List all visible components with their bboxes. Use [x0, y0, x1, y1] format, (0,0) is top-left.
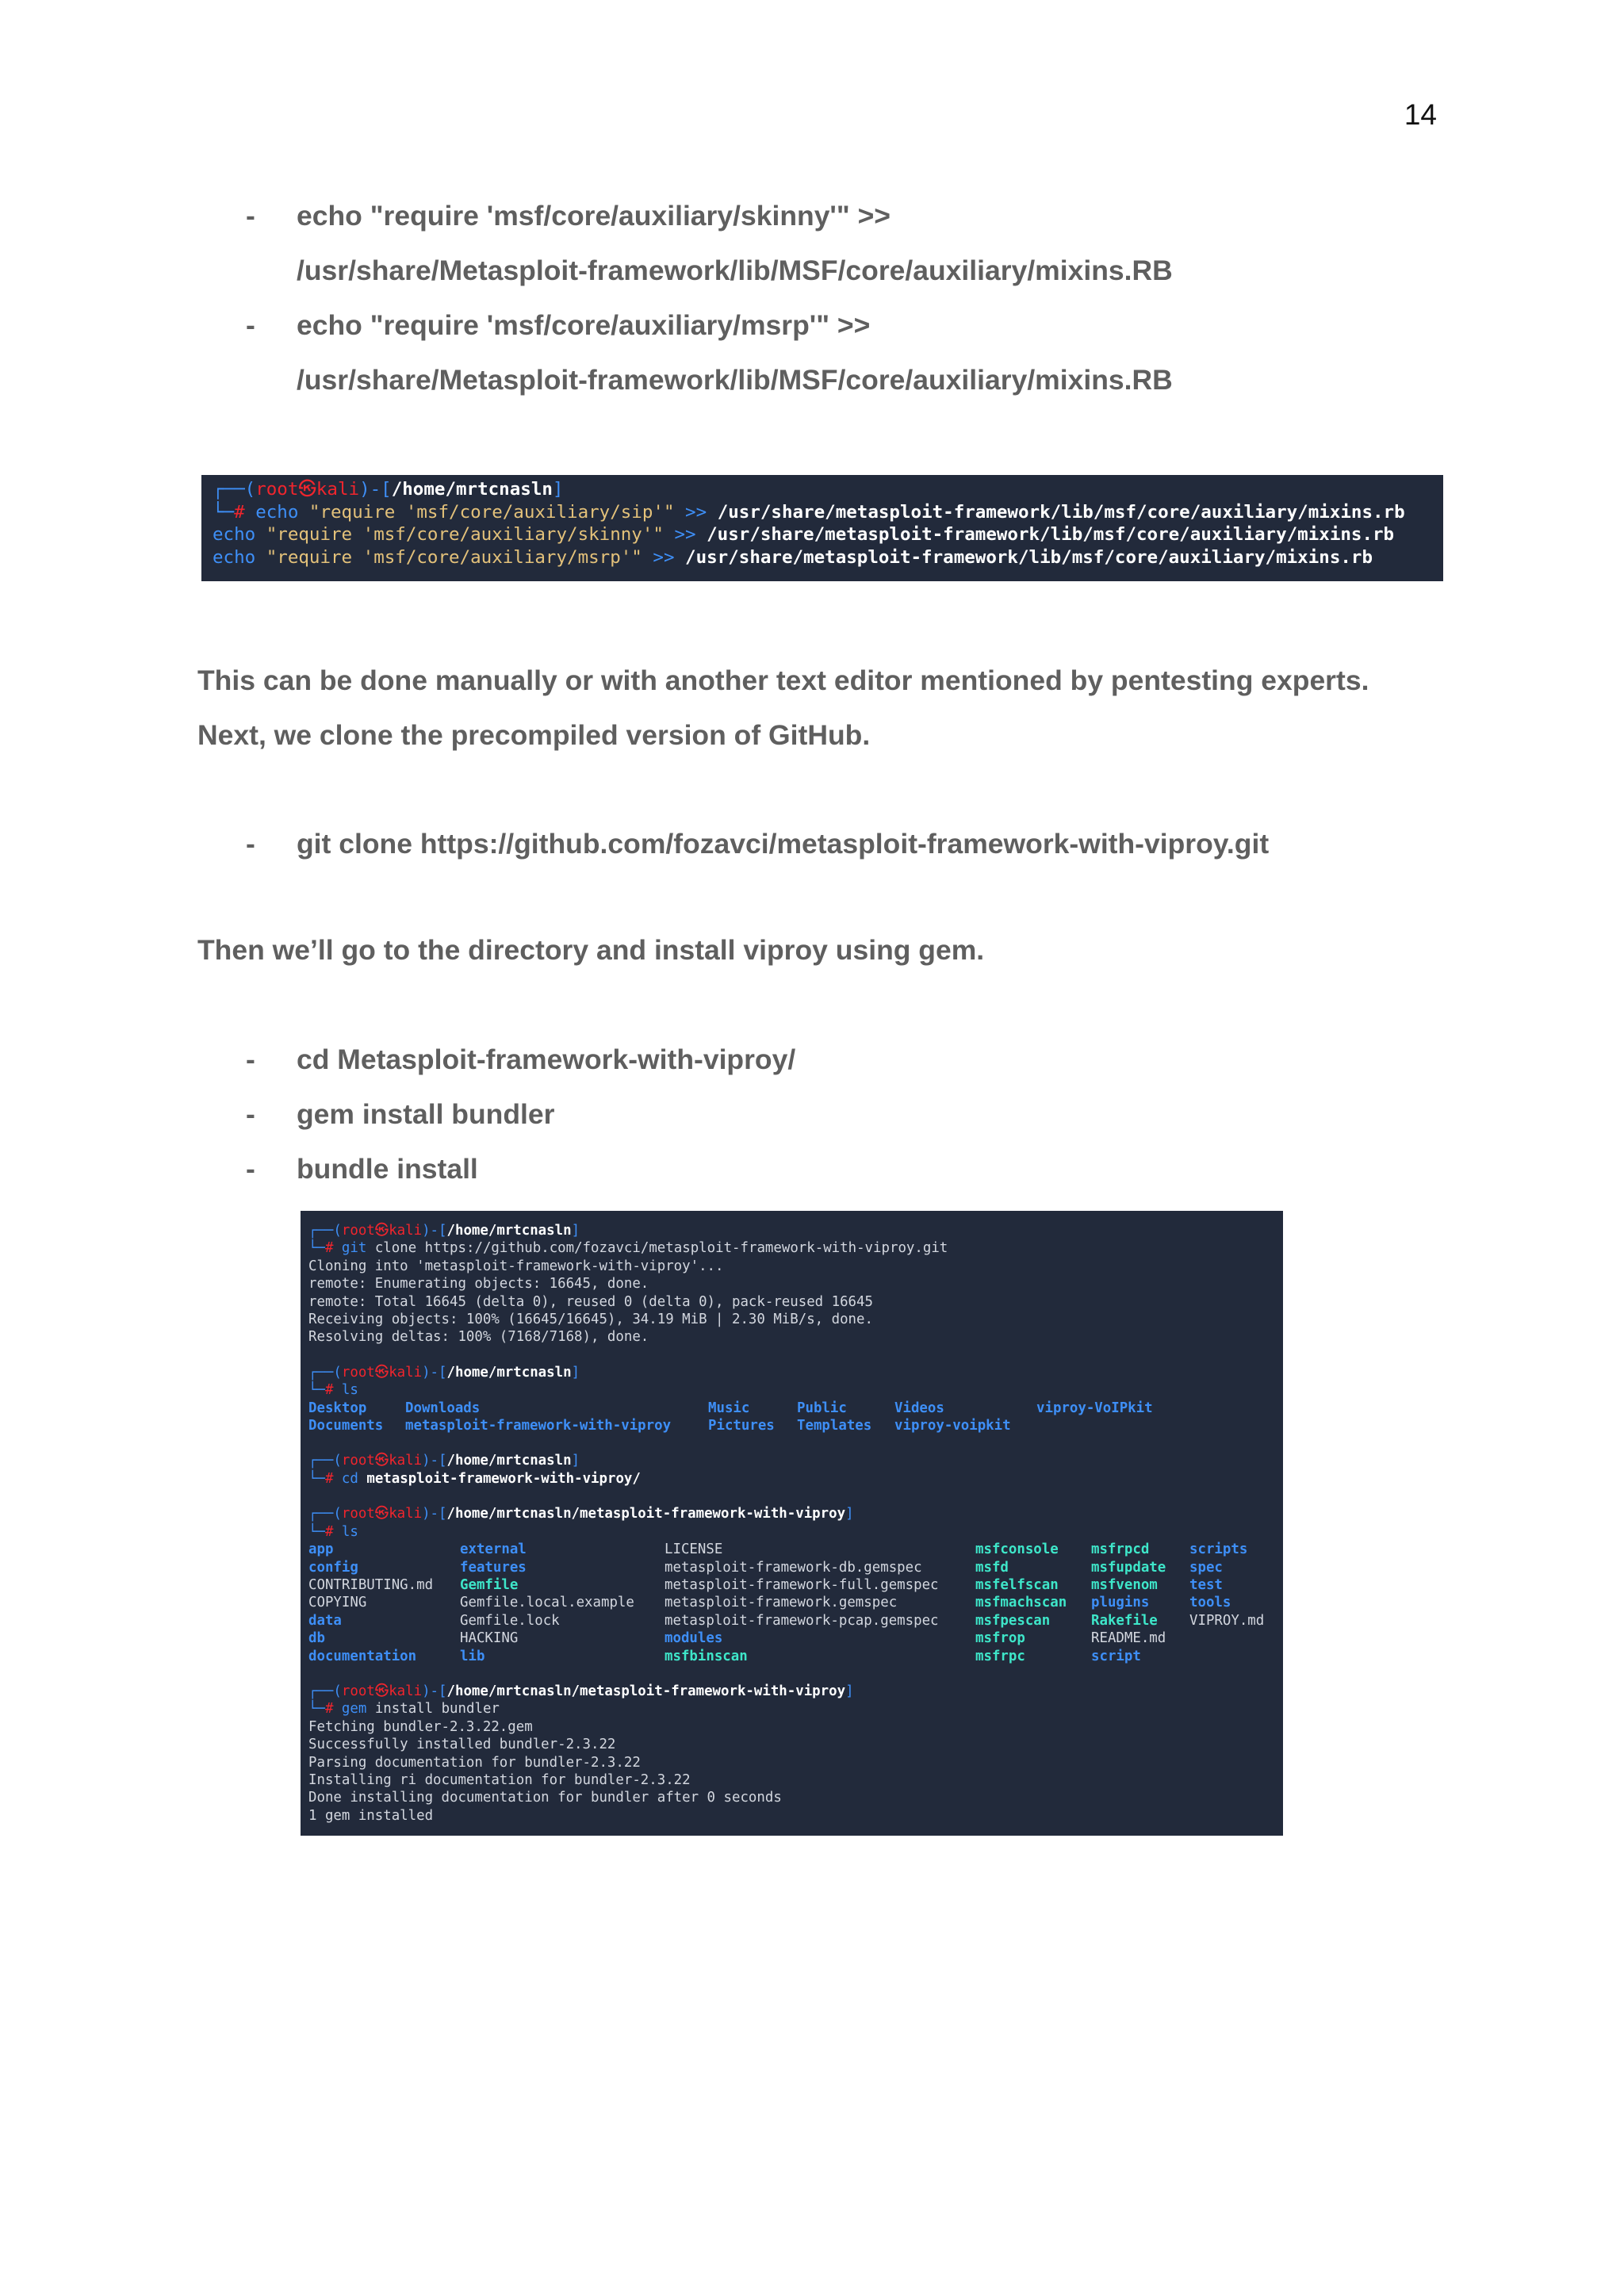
ls-entry: msfbinscan	[665, 1648, 748, 1664]
terminal-command-line: echo "require 'msf/core/auxiliary/msrp'" >> /usr/share/metasploit-framework/lib/msf/core/auxiliary/mixins.rb	[213, 546, 1373, 568]
ls-entry: app	[308, 1541, 334, 1558]
list-item	[246, 1142, 795, 1197]
list-item	[246, 298, 1173, 408]
list-item	[246, 189, 1173, 298]
terminal-command-line: └─# git clone https://github.com/fozavci/metasploit-framework-with-viproy.git	[308, 1240, 948, 1257]
terminal-prompt-line: ┌──(root㉿kali)-[/home/mrtcnasln/metasploit-framework-with-viproy]	[308, 1506, 854, 1522]
ls-entry	[1189, 1630, 1278, 1647]
ls-entry: viproy-VoIPkit	[1036, 1400, 1153, 1416]
list-item	[246, 1087, 795, 1142]
ls-entry: metasploit-framework-with-viproy	[405, 1418, 672, 1434]
terminal-output-line: Cloning into 'metasploit-framework-with-viproy'...	[308, 1258, 724, 1274]
ls-entry: plugins	[1091, 1595, 1150, 1611]
list-item	[246, 1032, 795, 1087]
ls-entry: config	[308, 1559, 358, 1576]
paragraph-line: This can be done manually or with another text editor mentioned by pentesting experts.	[197, 664, 1369, 696]
ls-entry: external	[460, 1541, 527, 1558]
ls-entry: metasploit-framework.gemspec	[665, 1595, 898, 1611]
paragraph-line: Next, we clone the precompiled version of GitHub.	[197, 719, 871, 751]
terminal-command-line: └─# ls	[308, 1382, 358, 1399]
ls-output-repo	[301, 1541, 1283, 1665]
terminal-output-line: remote: Total 16645 (delta 0), reused 0 (delta 0), pack-reused 16645	[308, 1293, 873, 1310]
ls-entry: msfrpc	[975, 1648, 1025, 1664]
ls-entry: msfrpcd	[1091, 1541, 1150, 1558]
ls-entry: Public	[797, 1400, 847, 1416]
ls-entry: VIPROY.md	[1189, 1612, 1265, 1629]
list-item	[246, 817, 1269, 871]
bullet-dash: -	[246, 1153, 255, 1185]
bullet-line: echo "require 'msf/core/auxiliary/skinny'" >>	[297, 200, 891, 232]
bottom-bullet-list	[246, 1032, 795, 1197]
ls-entry: Gemfile	[460, 1576, 519, 1593]
terminal-command-line: └─# gem install bundler	[308, 1701, 500, 1718]
ls-entry: documentation	[308, 1648, 417, 1664]
ls-entry	[1036, 1417, 1195, 1434]
ls-entry: msfpescan	[975, 1612, 1051, 1629]
ls-entry: db	[308, 1630, 325, 1647]
terminal-output-line: Successfully installed bundler-2.3.22	[308, 1737, 616, 1753]
terminal-prompt-line: ┌──(root㉿kali)-[/home/mrtcnasln/metasploit-framework-with-viproy]	[308, 1683, 854, 1699]
ls-entry: Pictures	[708, 1418, 775, 1434]
ls-entry: data	[308, 1612, 342, 1629]
top-bullet-list	[246, 189, 1173, 408]
ls-entry: msfmachscan	[975, 1595, 1067, 1611]
paragraph-manual-edit	[197, 653, 1466, 763]
ls-entry: Gemfile.local.example	[460, 1595, 634, 1611]
ls-entry: msfelfscan	[975, 1576, 1059, 1593]
terminal-screenshot-install	[301, 1211, 1283, 1836]
ls-output-home	[301, 1400, 1283, 1435]
ls-entry: script	[1091, 1648, 1141, 1664]
ls-entry: lib	[460, 1648, 485, 1664]
ls-entry: tools	[1189, 1595, 1231, 1611]
bullet-line: gem install bundler	[297, 1098, 555, 1130]
bullet-line: cd Metasploit-framework-with-viproy/	[297, 1044, 796, 1075]
ls-entry: Downloads	[405, 1400, 481, 1416]
bullet-dash: -	[246, 828, 255, 860]
ls-entry: CONTRIBUTING.md	[308, 1576, 434, 1593]
ls-entry: Templates	[797, 1418, 872, 1434]
terminal-prompt-line: ┌──(root㉿kali)-[/home/mrtcnasln]	[308, 1223, 580, 1239]
ls-entry: viproy-voipkit	[894, 1418, 1011, 1434]
terminal-output-line: Receiving objects: 100% (16645/16645), 34.19 MiB | 2.30 MiB/s, done.	[308, 1312, 873, 1328]
ls-entry: COPYING	[308, 1595, 367, 1611]
terminal-output-line: Resolving deltas: 100% (7168/7168), done.	[308, 1329, 649, 1346]
page-number: 14	[1404, 98, 1437, 131]
terminal-command-line: └─# cd metasploit-framework-with-viproy/	[308, 1470, 641, 1487]
bullet-dash: -	[246, 309, 255, 341]
ls-entry: README.md	[1091, 1630, 1166, 1647]
terminal-output-line: Fetching bundler-2.3.22.gem	[308, 1718, 533, 1735]
terminal-prompt-line: ┌──(root㉿kali)-[/home/mrtcnasln]	[308, 1364, 580, 1381]
ls-entry: Gemfile.lock	[460, 1612, 560, 1629]
terminal-prompt-line: ┌──(root㉿kali)-[/home/mrtcnasln]	[213, 479, 564, 500]
terminal-command-line: └─# ls	[308, 1523, 358, 1540]
ls-entry: Rakefile	[1091, 1612, 1158, 1629]
bullet-dash: -	[246, 200, 255, 232]
bullet-line: /usr/share/Metasploit-framework/lib/MSF/core/auxiliary/mixins.RB	[297, 364, 1173, 396]
terminal-output-line: Parsing documentation for bundler-2.3.22	[308, 1754, 641, 1771]
ls-entry	[1189, 1648, 1278, 1665]
ls-entry: HACKING	[460, 1630, 519, 1647]
ls-entry: LICENSE	[665, 1541, 723, 1558]
bullet-dash: -	[246, 1098, 255, 1130]
ls-entry: msfd	[975, 1559, 1009, 1576]
ls-entry: modules	[665, 1630, 723, 1647]
ls-entry: scripts	[1189, 1541, 1248, 1558]
ls-entry: metasploit-framework-pcap.gemspec	[665, 1612, 939, 1629]
ls-entry: features	[460, 1559, 527, 1576]
ls-entry: Desktop	[308, 1400, 367, 1416]
ls-entry: msfupdate	[1091, 1559, 1166, 1576]
terminal-command-line: echo "require 'msf/core/auxiliary/skinny'" >> /usr/share/metasploit-framework/lib/msf/core/auxiliary/mixins.rb	[213, 524, 1395, 545]
terminal-output-line: Installing ri documentation for bundler-2.3.22	[308, 1771, 691, 1788]
ls-entry: metasploit-framework-db.gemspec	[665, 1559, 922, 1576]
bullet-line: git clone https://github.com/fozavci/metasploit-framework-with-viproy.git	[297, 828, 1270, 860]
terminal-output-line: 1 gem installed	[308, 1807, 434, 1824]
bullet-line: bundle install	[297, 1153, 478, 1185]
ls-entry: msfvenom	[1091, 1576, 1158, 1593]
terminal-output-line: Done installing documentation for bundler after 0 seconds	[308, 1790, 782, 1806]
git-bullet-list	[246, 817, 1269, 871]
terminal-command-line: └─# echo "require 'msf/core/auxiliary/sip'" >> /usr/share/metasploit-framework/lib/msf/core/auxiliary/mixins.rb	[213, 501, 1405, 523]
ls-entry: Music	[708, 1400, 750, 1416]
bullet-line: /usr/share/Metasploit-framework/lib/MSF/core/auxiliary/mixins.RB	[297, 255, 1173, 286]
ls-entry: Documents	[308, 1418, 384, 1434]
ls-entry: msfrop	[975, 1630, 1025, 1647]
terminal-screenshot-echo	[201, 475, 1443, 581]
bullet-line: echo "require 'msf/core/auxiliary/msrp'" >>	[297, 309, 871, 341]
ls-entry: Videos	[894, 1400, 944, 1416]
ls-entry: msfconsole	[975, 1541, 1059, 1558]
ls-entry: spec	[1189, 1559, 1223, 1576]
terminal-prompt-line: ┌──(root㉿kali)-[/home/mrtcnasln]	[308, 1453, 580, 1469]
terminal-output-line: remote: Enumerating objects: 16645, done.	[308, 1276, 649, 1293]
bullet-dash: -	[246, 1044, 255, 1075]
ls-entry: test	[1189, 1576, 1223, 1593]
ls-entry: metasploit-framework-full.gemspec	[665, 1576, 939, 1593]
paragraph-install: Then we’ll go to the directory and install viproy using gem.	[197, 934, 985, 966]
